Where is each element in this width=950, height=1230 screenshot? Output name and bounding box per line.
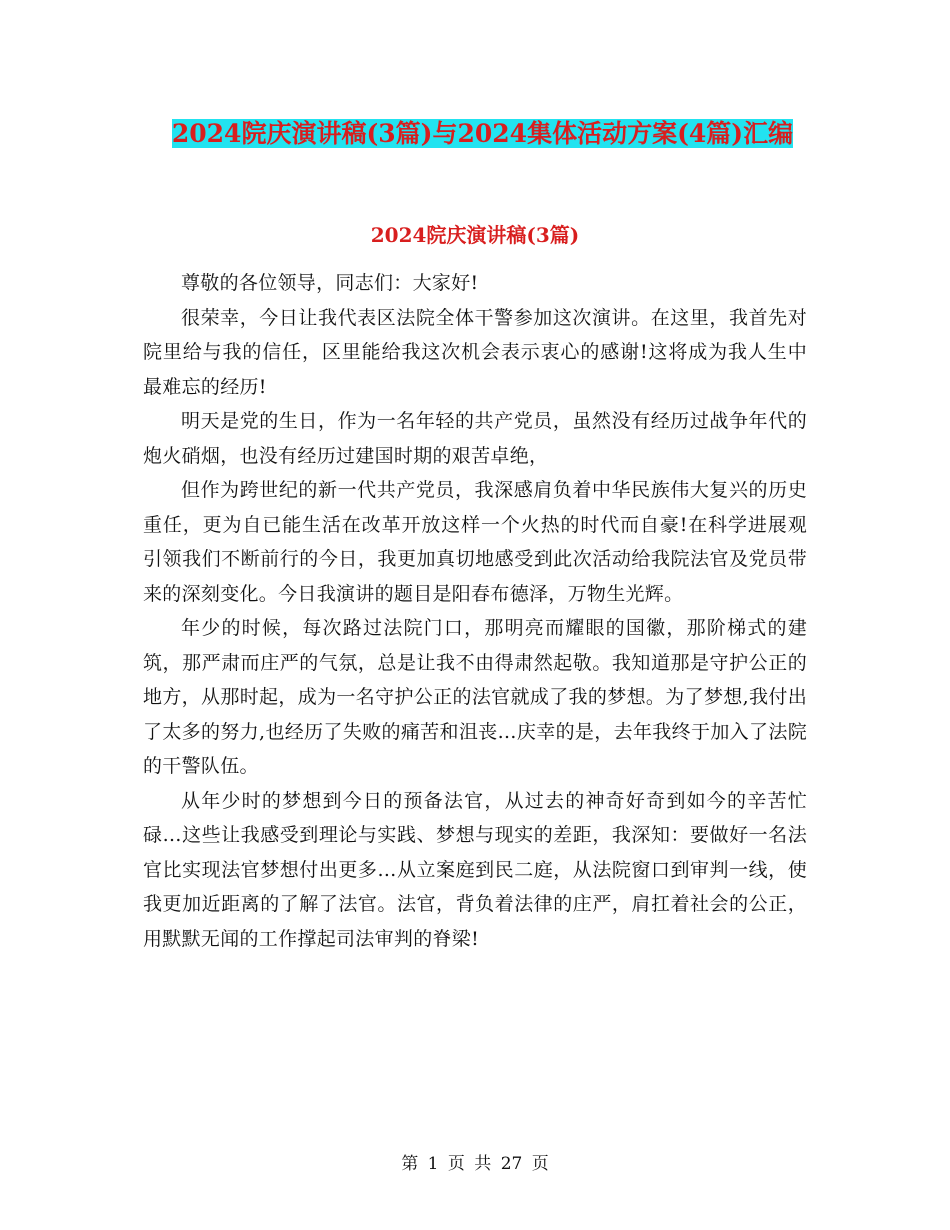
paragraph: 从年少时的梦想到今日的预备法官，从过去的神奇好奇到如今的辛苦忙碌…这些让我感受到理论与实践、梦想与现实的差距，我深知：要做好一名法官比实现法官梦想付出更多…从立案庭到民二庭，从法院窗口到审判一线，使我更加近距离的了解了法官。法官，背负着法律的庄严，肩扛着社会的公正，用默默无闻的工作撑起司法审判的脊梁! (143, 789, 807, 950)
paragraph: 但作为跨世纪的新一代共产党员，我深感肩负着中华民族伟大复兴的历史重任，更为自已能生活在改革开放这样一个火热的时代而自豪!在科学进展观引领我们不断前行的今日，我更加真切地感受到此次活动给我院法官及党员带来的深刻变化。今日我演讲的题目是阳春布德泽，万物生光辉。 (143, 479, 807, 605)
speech-body (143, 266, 807, 956)
paragraph-greeting: 尊敬的各位领导，同志们：大家好! (181, 272, 479, 294)
document-title (150, 112, 815, 155)
page-number-footer: 第 1 页 共 27 页 (401, 1154, 549, 1174)
section-title: 2024院庆演讲稿(3篇) (370, 223, 580, 247)
paragraph: 年少的时候，每次路过法院门口，那明亮而耀眼的国徽，那阶梯式的建筑，那严肃而庄严的气氛，总是让我不由得肃然起敬。我知道那是守护公正的地方，从那时起，成为一名守护公正的法官就成了我的梦想。为了梦想,我付出了太多的努力,也经历了失败的痛苦和沮丧…庆幸的是，去年我终于加入了法院的干警队伍。 (143, 617, 807, 777)
document-title-text: 2024院庆演讲稿(3篇)与2024集体活动方案(4篇)汇编 (171, 119, 794, 148)
paragraph: 很荣幸，今日让我代表区法院全体干警参加这次演讲。在这里，我首先对院里给与我的信任，区里能给我这次机会表示衷心的感谢!这将成为我人生中最难忘的经历! (143, 306, 807, 398)
paragraph: 明天是党的生日，作为一名年轻的共产党员，虽然没有经历过战争年代的炮火硝烟，也没有经历过建国时期的艰苦卓绝， (143, 410, 807, 467)
